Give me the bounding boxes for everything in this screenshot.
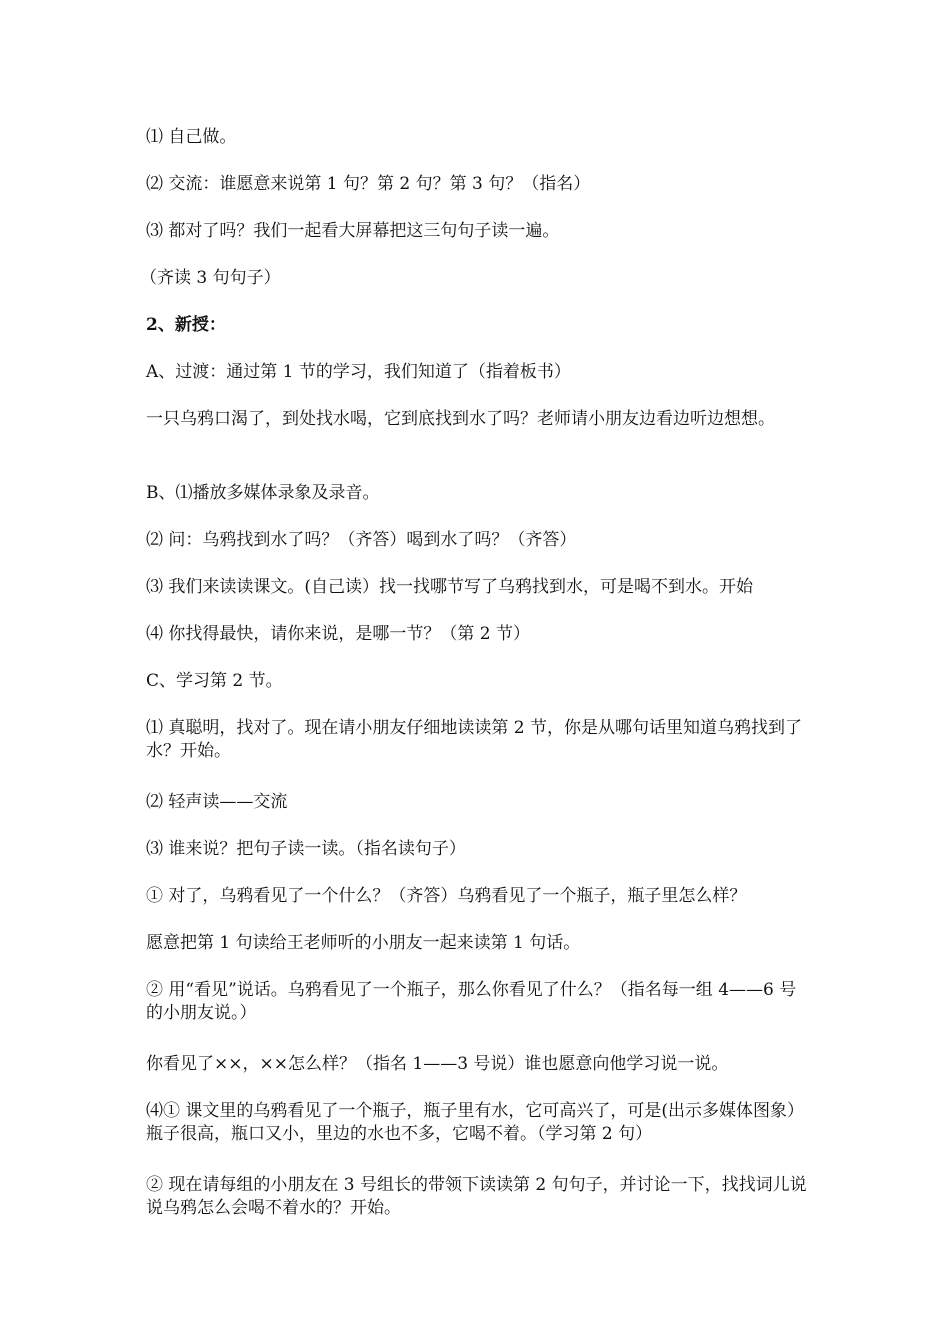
step-4-paragraph: ⑷① 课文里的乌鸦看见了一个瓶子，瓶子里有水，它可高兴了，可是(出示多媒体图象）瓶子很高，瓶口又小，里边的水也不多，它喝不着。（学习第 2 句）: [146, 1101, 805, 1144]
section-heading-new-lesson: 2、新授：: [146, 315, 226, 335]
transition-line: A、过渡：通过第 1 节的学习，我们知道了（指着板书）: [146, 362, 571, 382]
soft-read-line: ⑵ 轻声读——交流: [146, 792, 288, 812]
willing-read-line: 愿意把第 1 句读给王老师听的小朋友一起来读第 1 句话。: [146, 933, 581, 953]
section-c-heading: C、学习第 2 节。: [146, 671, 283, 691]
find-fastest-line: ⑷ 你找得最快，请你来说，是哪一节？（第 2 节）: [146, 624, 531, 644]
who-says-line: ⑶ 谁来说？把句子读一读。（指名读句子）: [146, 839, 466, 859]
smart-paragraph: ⑴ 真聪明，找对了。现在请小朋友仔细地读读第 2 节，你是从哪句话里知道乌鸦找到了水？开始。: [146, 718, 803, 761]
question-line: ⑵ 问：乌鸦找到水了吗？（齐答）喝到水了吗？（齐答）: [146, 530, 577, 550]
group-discussion-paragraph: ② 现在请每组的小朋友在 3 号组长的带领下读读第 2 句句子，并讨论一下，找找词儿说说乌鸦怎么会喝不着水的？开始。: [146, 1175, 807, 1218]
step-1-line: ⑴ 自己做。: [146, 127, 237, 147]
read-text-line: ⑶ 我们来读读课文。(自己读）找一找哪节写了乌鸦找到水，可是喝不到水。开始: [146, 577, 754, 597]
step-3-line: ⑶ 都对了吗？我们一起看大屏幕把这三句句子读一遍。: [146, 221, 560, 241]
you-saw-line: 你看见了××，××怎么样？（指名 1——3 号说）谁也愿意向他学习说一说。: [146, 1054, 729, 1074]
crow-intro-paragraph: 一只乌鸦口渴了，到处找水喝，它到底找到水了吗？老师请小朋友边看边听边想想。: [146, 409, 775, 429]
read-together-line: （齐读 3 句句子）: [140, 268, 281, 288]
step-2-line: ⑵ 交流：谁愿意来说第 1 句？第 2 句？第 3 句？（指名）: [146, 174, 591, 194]
play-media-line: B、⑴播放多媒体录象及录音。: [146, 483, 380, 503]
circle-2-paragraph: ② 用“看见”说话。乌鸦看见了一个瓶子，那么你看见了什么？（指名每一组 4——6 号的小朋友说。）: [146, 980, 797, 1023]
circle-1-line: ① 对了，乌鸦看见了一个什么？（齐答）乌鸦看见了一个瓶子，瓶子里怎么样？: [146, 886, 747, 906]
